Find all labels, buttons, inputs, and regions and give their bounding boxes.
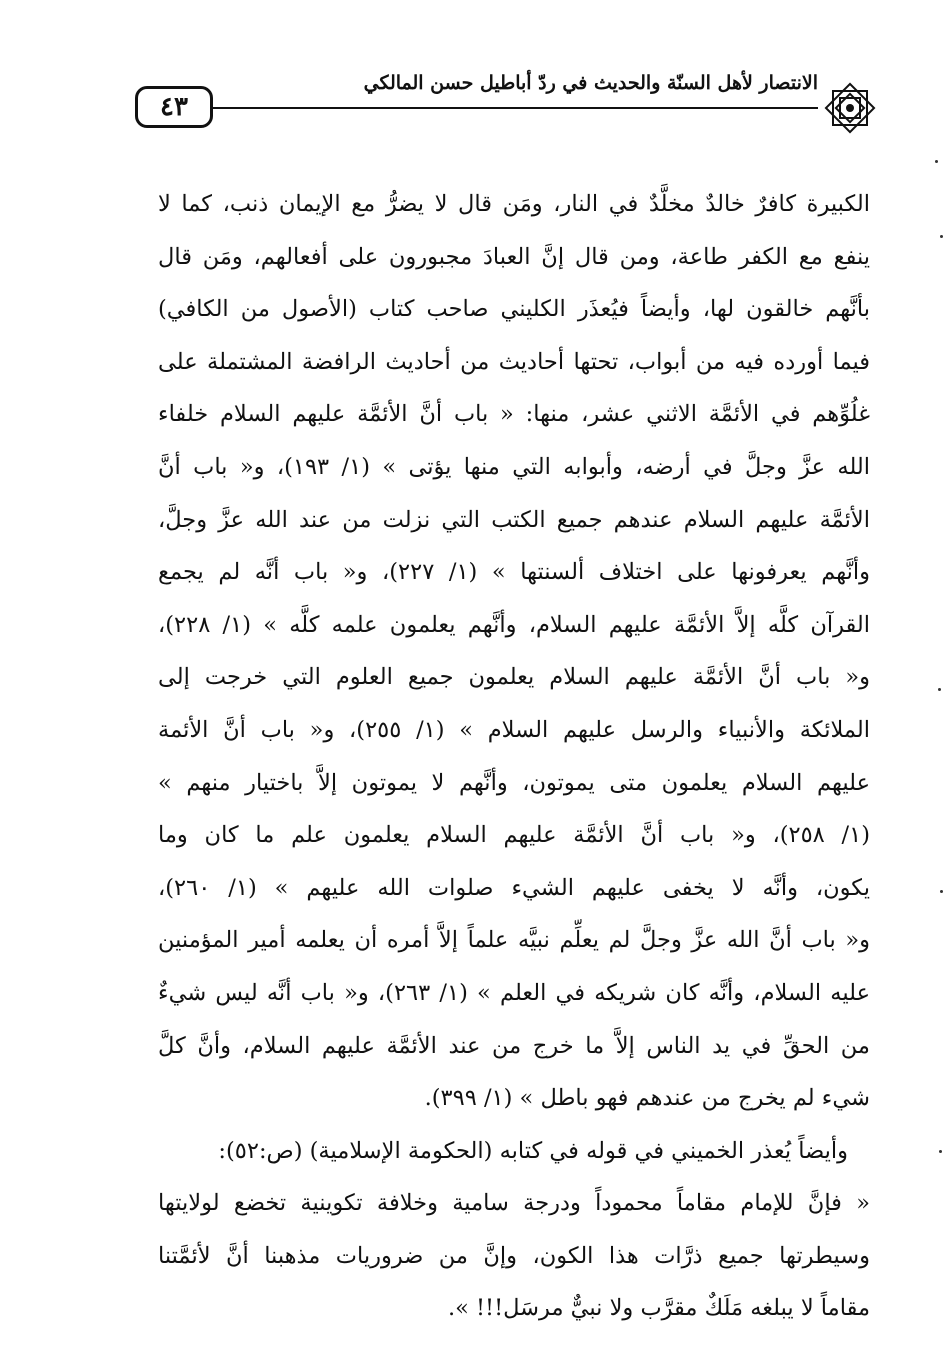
quote-line: وسيطرتها جميع ذرَّات هذا الكون، وإنَّ من ضروريات مذهبنا أنَّ لأئمَّتنا: [158, 1242, 870, 1269]
quote-line: مقاماً لا يبلغه مَلَكٌ مقرَّب ولا نبيٌّ مرسَل!!! ».: [447, 1295, 870, 1322]
text-line: ينفع مع الكفر طاعة، ومن قال إنَّ العبادَ مجبورون على أفعالهم، ومَن قال: [158, 243, 870, 270]
text-line: شيء لم يخرج من عندهم فهو باطل » (١/ ٣٩٩).: [424, 1085, 870, 1112]
paragraph-first-line: وأيضاً يُعذر الخميني في قوله في كتابه (الحكومة الإسلامية) (ص:٥٢):: [218, 1137, 848, 1164]
scan-speck: [939, 1150, 942, 1153]
text-line: غلُوِّهم في الأئمَّة الاثني عشر، منها: « باب أنَّ الأئمَّة عليهم السلام خلفاء: [158, 401, 870, 428]
body-text: [158, 178, 870, 1335]
text-line: الملائكة والأنبياء والرسل عليهم السلام » (١/ ٢٥٥)، و« باب أنَّ الأئمة: [158, 716, 870, 743]
text-line: من الحقِّ في يد الناس إلاَّ ما خرج من عند الأئمَّة عليهم السلام، وأنَّ كلَّ: [158, 1032, 870, 1059]
text-line: عليه السلام، وأنَّه كان شريكه في العلم » (١/ ٢٦٣)، و« باب أنَّه ليس شيءٌ: [158, 979, 870, 1006]
quote-line: « فإنَّ للإمام مقاماً محموداً ودرجة سامية وخلافة تكوينية تخضع لولايتها: [158, 1190, 870, 1217]
scan-speck: [935, 160, 938, 163]
text-line: (١/ ٢٥٨)، و« باب أنَّ الأئمَّة عليهم السلام يعلمون علم ما كان وما: [158, 822, 870, 849]
text-line: عليهم السلام يعلمون متى يموتون، وأنَّهم لا يموتون إلاَّ باختيار منهم »: [158, 769, 870, 796]
text-line: الكبيرة كافرٌ خالدٌ مخلَّدٌ في النار، ومَن قال لا يضرُّ مع الإيمان ذنب، كما لا: [158, 191, 870, 217]
text-line: بأنَّهم خالقون لها، وأيضاً فيُعذَر الكليني صاحب كتاب (الأصول من الكافي): [158, 296, 870, 323]
scan-speck: [940, 235, 943, 238]
text-line: الأئمَّة عليهم السلام عندهم جميع الكتب التي نزلت من عند الله عزَّ وجلَّ،: [158, 506, 870, 533]
text-line: و« باب أنَّ الله عزَّ وجلَّ لم يعلِّم نبيَّه علماً إلاَّ أمره أن يعلمه أمير المؤمنين: [158, 927, 870, 954]
running-title: الانتصار لأهل السنّة والحديث في ردّ أباطيل حسن المالكي: [363, 72, 818, 94]
text-line: و« باب أنَّ الأئمَّة عليهم السلام يعلمون جميع العلوم التي خرجت إلى: [158, 664, 870, 691]
page-number: ٤٣: [135, 86, 213, 128]
text-line: يكون، وأنَّه لا يخفى عليهم الشيء صلوات الله عليهم » (١/ ٢٦٠)،: [158, 874, 870, 901]
text-line: الله عزَّ وجلَّ في أرضه، وأبوابه التي منها يؤتى » (١/ ١٩٣)، و« باب أنَّ: [158, 453, 870, 480]
scan-speck: [940, 890, 943, 893]
page-header: [135, 72, 880, 140]
header-rule: [213, 107, 818, 109]
text-line: وأنَّهم يعرفونها على اختلاف ألسنتها » (١/ ٢٢٧)، و« باب أنَّه لم يجمع: [158, 559, 870, 586]
text-line: فيما أورده فيه من أبواب، تحتها أحاديث من أحاديث الرافضة المشتملة على: [158, 348, 870, 375]
scan-speck: [938, 688, 941, 691]
text-line: القرآن كلَّه إلاَّ الأئمَّة عليهم السلام، وأنَّهم يعلمون علمه كلَّه » (١/ ٢٢٨)،: [158, 611, 870, 638]
octagram-star-ornament-icon: [820, 78, 880, 138]
